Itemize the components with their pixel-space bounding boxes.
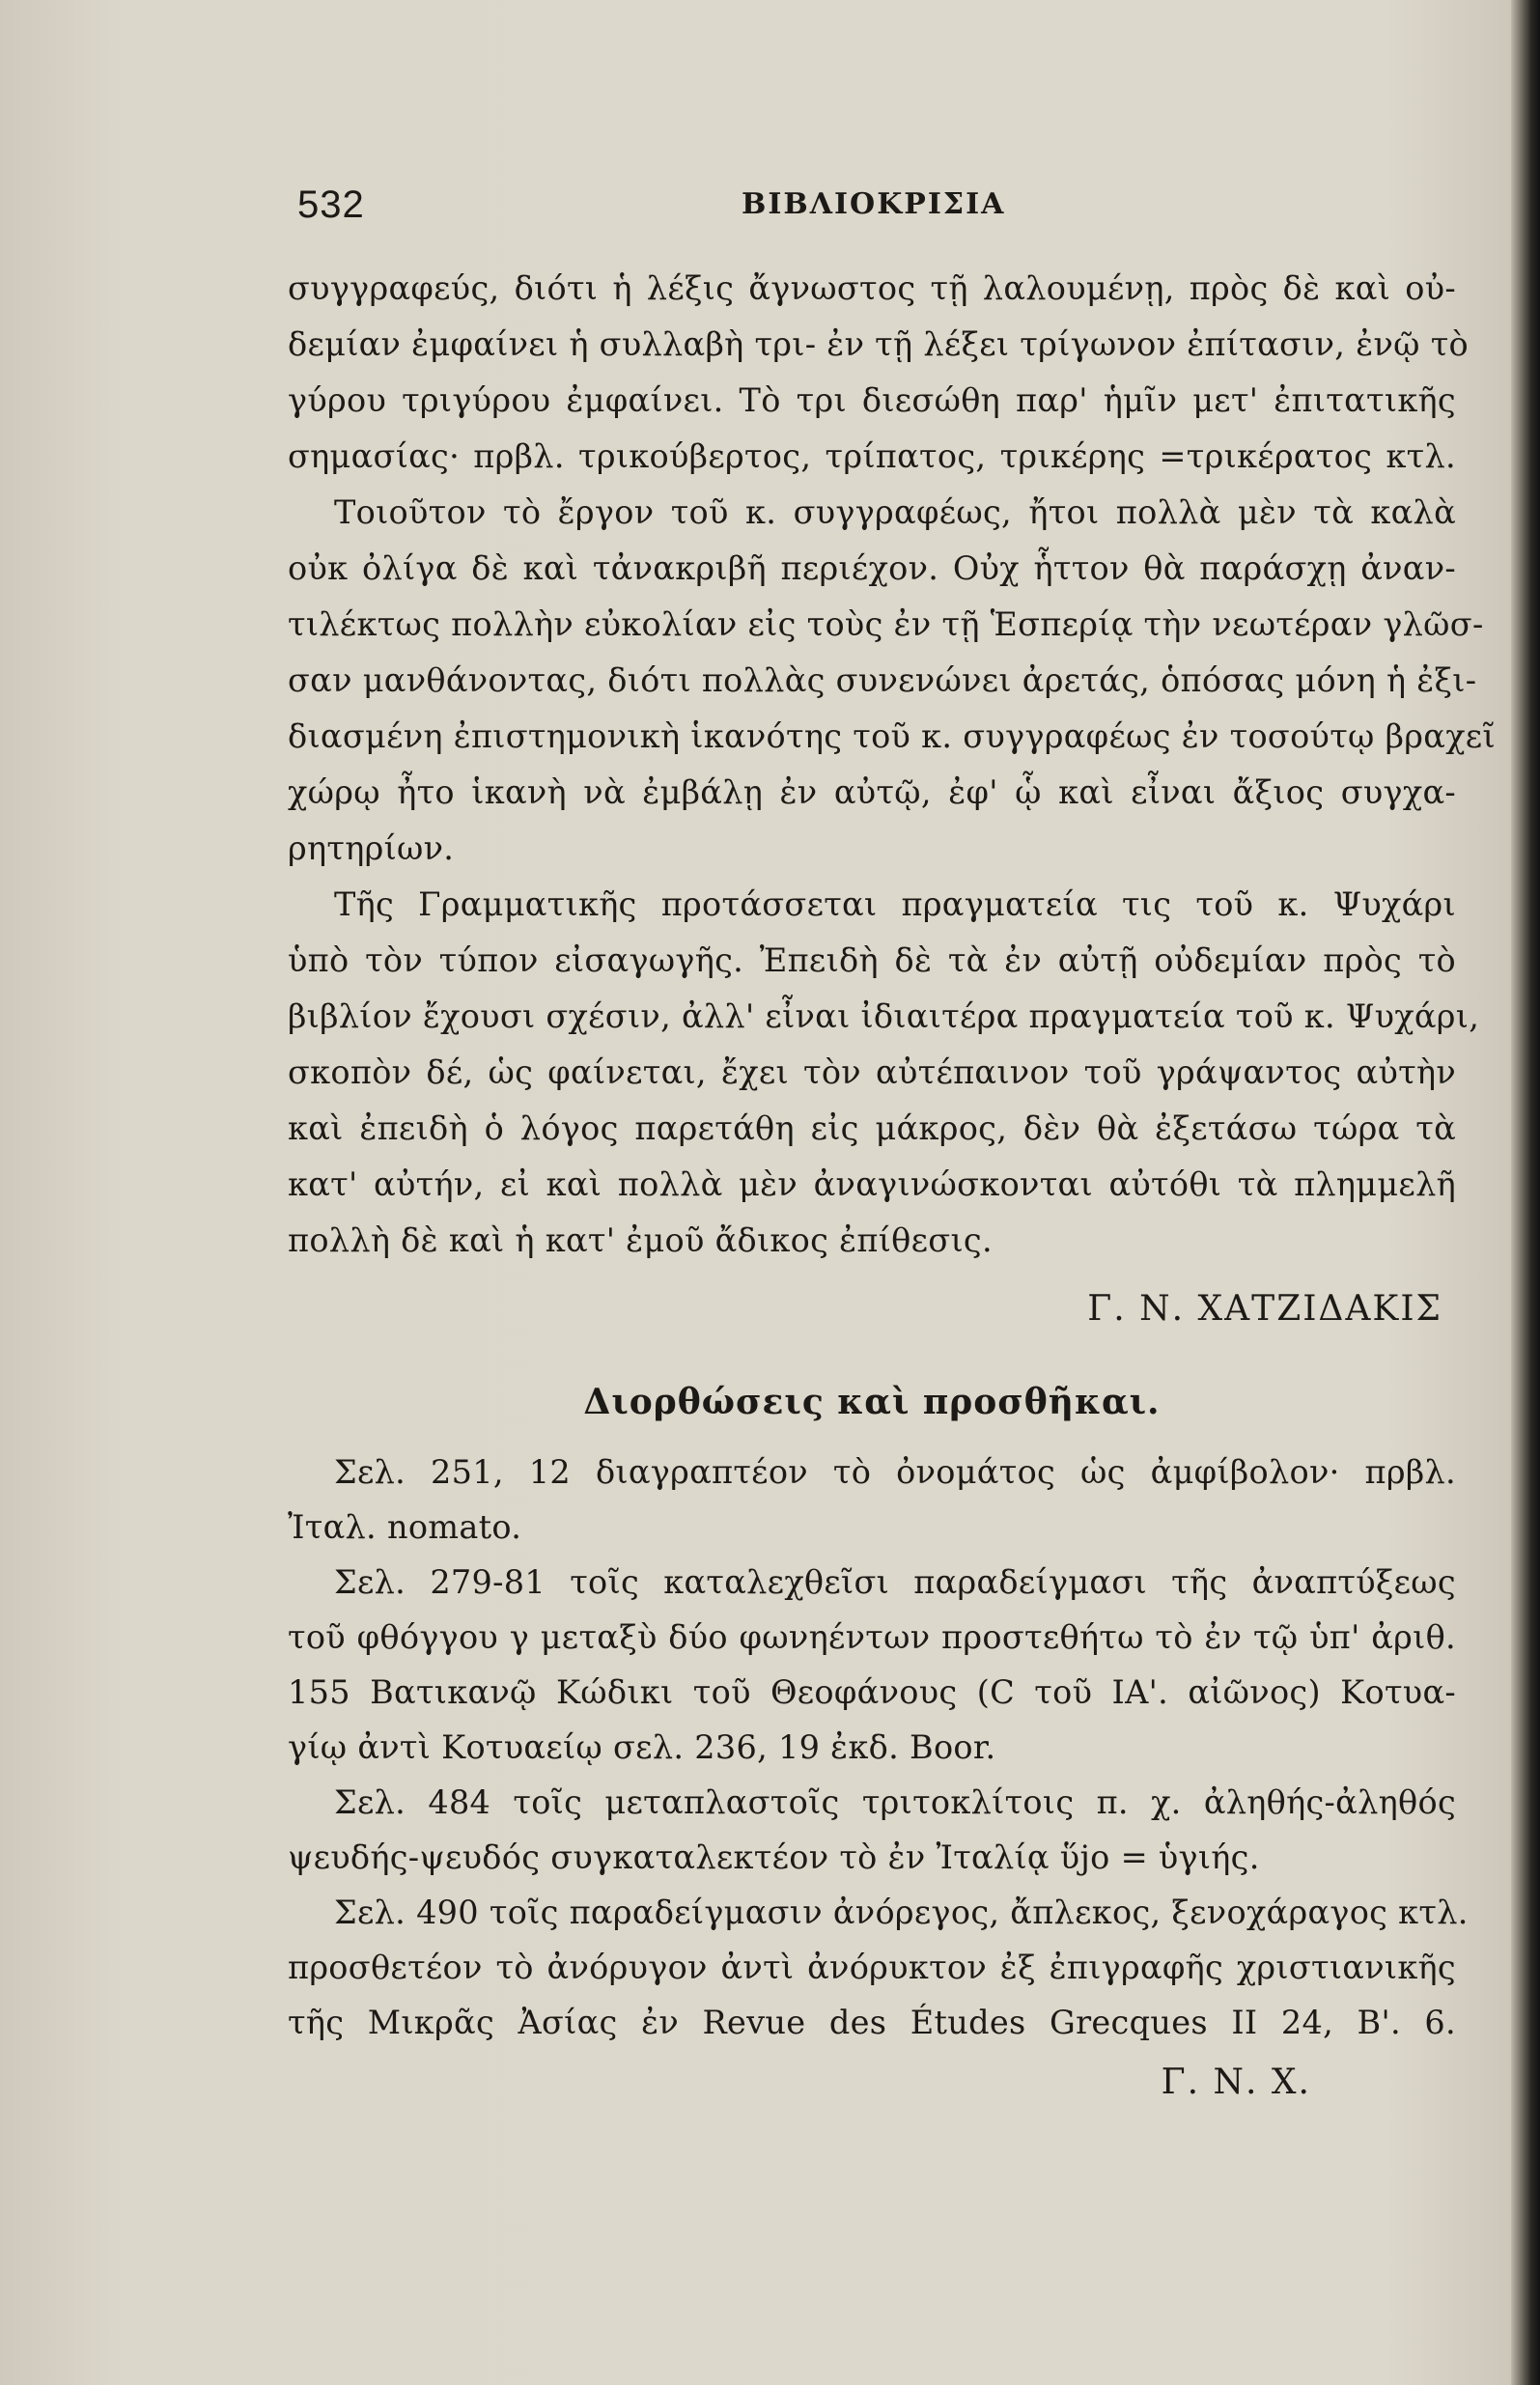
text-line: οὐκ ὀλίγα δὲ καὶ τἀνακριβῆ περιέχον. Οὐχ ἧττον θὰ παράσχῃ ἀναν- bbox=[288, 549, 1456, 587]
text-line: τοῦ φθόγγου γ μεταξὺ δύο φωνηέντων προστεθήτω τὸ ἐν τῷ ὑπ' ἀριθ. bbox=[288, 1618, 1456, 1656]
running-header bbox=[288, 174, 1456, 241]
text-line: Τῆς Γραμματικῆς προτάσσεται πραγματεία τις τοῦ κ. Ψυχάρι bbox=[334, 885, 1456, 923]
corrections-signature: Γ. Ν. Χ. bbox=[1161, 2062, 1311, 2102]
text-line: τιλέκτως πολλὴν εὐκολίαν εἰς τοὺς ἐν τῇ Ἑσπερίᾳ τὴν νεωτέραν γλῶσ- bbox=[288, 605, 1484, 643]
text-line: συγγραφεύς, διότι ἡ λέξις ἄγνωστος τῇ λαλουμένῃ, πρὸς δὲ καὶ οὐ- bbox=[288, 269, 1456, 307]
text-line: προσθετέον τὸ ἀνόρυγον ἀντὶ ἀνόρυκτον ἐξ ἐπιγραφῆς χριστιανικῆς bbox=[288, 1949, 1456, 1986]
text-line: κατ' αὐτήν, εἰ καὶ πολλὰ μὲν ἀναγινώσκονται αὐτόθι τὰ πλημμελῆ bbox=[288, 1165, 1456, 1203]
text-line: τῆς Μικρᾶς Ἀσίας ἐν Revue des Études Grecques II 24, B'. 6. bbox=[288, 2004, 1456, 2041]
text-line: δεμίαν ἐμφαίνει ἡ συλλαβὴ τρι- ἐν τῇ λέξει τρίγωνον ἐπίτασιν, ἐνῷ τὸ bbox=[288, 325, 1470, 363]
text-line: σαν μανθάνοντας, διότι πολλὰς συνενώνει ἀρετάς, ὁπόσας μόνη ἡ ἐξι- bbox=[288, 661, 1477, 699]
review-text bbox=[288, 261, 1496, 1269]
text-line: Τοιοῦτον τὸ ἔργον τοῦ κ. συγγραφέως, ἤτοι πολλὰ μὲν τὰ καλὰ bbox=[334, 493, 1456, 531]
text-line: σκοπὸν δέ, ὡς φαίνεται, ἔχει τὸν αὐτέπαινον τοῦ γράψαντος αὐτὴν bbox=[288, 1053, 1456, 1091]
text-line: Ἰταλ. nomato. bbox=[288, 1508, 522, 1546]
text-line: Σελ. 490 τοῖς παραδείγμασιν ἀνόρεγος, ἄπλεκος, ξενοχάραγος κτλ. bbox=[334, 1894, 1469, 1931]
text-line: χώρῳ ἦτο ἱκανὴ νὰ ἐμβάλῃ ἐν αὐτῷ, ἐφ' ᾧ καὶ εἶναι ἄξιος συγχα- bbox=[288, 773, 1456, 811]
text-line: ρητηρίων. bbox=[288, 829, 455, 867]
text-line: διασμένη ἐπιστημονικὴ ἱκανότης τοῦ κ. συγγραφέως ἐν τοσούτῳ βραχεῖ bbox=[288, 717, 1496, 755]
corrections-text bbox=[288, 1445, 1469, 2050]
text-line: Σελ. 251, 12 διαγραπτέον τὸ ὀνομάτος ὡς ἀμφίβολον· πρβλ. bbox=[334, 1453, 1456, 1491]
page-number: 532 bbox=[297, 183, 365, 226]
text-line: γίῳ ἀντὶ Κοτυαείῳ σελ. 236, 19 ἐκδ. Boor. bbox=[288, 1728, 996, 1766]
text-line: Σελ. 279-81 τοῖς καταλεχθεῖσι παραδείγμασι τῆς ἀναπτύξεως bbox=[334, 1563, 1456, 1601]
text-line: Σελ. 484 τοῖς μεταπλαστοῖς τριτοκλίτοις π. χ. ἀληθής-ἀληθός bbox=[334, 1783, 1456, 1821]
text-line: γύρου τριγύρου ἐμφαίνει. Τὸ τρι διεσώθη παρ' ἡμῖν μετ' ἐπιτατικῆς bbox=[288, 381, 1456, 419]
corrections-heading: Διορθώσεις καὶ προσθῆκαι. bbox=[583, 1382, 1161, 1422]
text-line: πολλὴ δὲ καὶ ἡ κατ' ἐμοῦ ἄδικος ἐπίθεσις. bbox=[288, 1221, 993, 1259]
review-signature: Γ. Ν. ΧΑΤΖΙΔΑΚΙΣ bbox=[1087, 1289, 1442, 1329]
running-title: ΒΙΒΛΙΟΚΡΙΣΙΑ bbox=[742, 187, 1006, 221]
text-line: 155 Βατικανῷ Κώδικι τοῦ Θεοφάνους (C τοῦ ΙΑ'. αἰῶνος) Κοτυα- bbox=[288, 1673, 1456, 1711]
text-line: ὑπὸ τὸν τύπον εἰσαγωγῆς. Ἐπειδὴ δὲ τὰ ἐν αὐτῇ οὐδεμίαν πρὸς τὸ bbox=[288, 941, 1456, 979]
text-line: καὶ ἐπειδὴ ὁ λόγος παρετάθη εἰς μάκρος, δὲν θὰ ἐξετάσω τώρα τὰ bbox=[288, 1109, 1456, 1147]
text-line: βιβλίον ἔχουσι σχέσιν, ἀλλ' εἶναι ἰδιαιτέρα πραγματεία τοῦ κ. Ψυχάρι, bbox=[288, 997, 1480, 1035]
text-line: ψευδής-ψευδός συγκαταλεκτέον τὸ ἐν Ἰταλίᾳ ὕjo = ὑγιής. bbox=[288, 1838, 1260, 1876]
page-edge-shadow bbox=[1511, 0, 1540, 2385]
text-line: σημασίας· πρβλ. τρικούβερτος, τρίπατος, τρικέρης =τρικέρατος κτλ. bbox=[288, 437, 1456, 475]
page-content bbox=[288, 174, 1496, 2112]
